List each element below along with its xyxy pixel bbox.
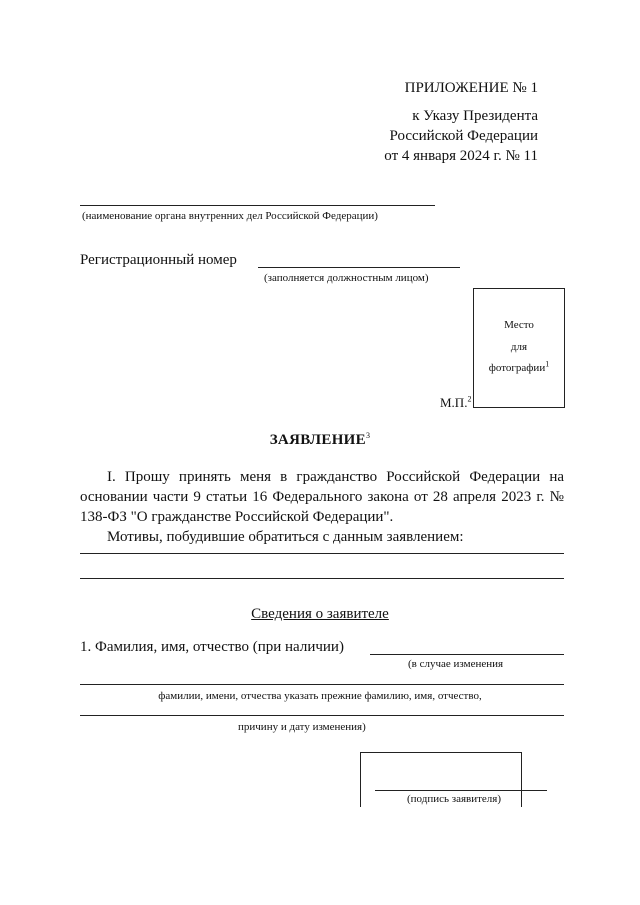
- photo-label-line2: для: [510, 341, 528, 353]
- signature-caption: (подпись заявителя): [407, 793, 502, 805]
- photo-placeholder-box: [473, 288, 565, 408]
- applicant-section-title: Сведения о заявителе: [251, 606, 389, 622]
- registration-label: Регистрационный номер: [80, 252, 237, 268]
- decree-reference: к Указу Президента: [412, 108, 538, 124]
- stamp-label: М.П.: [440, 395, 468, 410]
- stamp-footnote-mark: 2: [467, 394, 472, 404]
- request-paragraph: I. Прошу принять меня в гражданство Российской Федерации на основании части 9 статьи 16 Федерального закона от 28 апреля 2023 г. № 138-ФЗ "О гражданстве Российской Федерации".: [80, 469, 564, 525]
- registration-field-line[interactable]: [258, 267, 460, 268]
- name-change-caption-2: фамилии, имени, отчества указать прежние фамилию, имя, отчество,: [158, 690, 482, 702]
- photo-label-text: фотографии: [488, 362, 546, 374]
- appendix-number: ПРИЛОЖЕНИЕ № 1: [404, 80, 538, 96]
- full-name-label: 1. Фамилия, имя, отчество (при наличии): [80, 639, 344, 655]
- previous-name-line-2[interactable]: [80, 715, 564, 716]
- signature-field-line[interactable]: [375, 790, 547, 791]
- photo-label-line3: [474, 359, 564, 375]
- decree-date: от 4 января 2024 г. № 11: [384, 148, 538, 164]
- authority-caption: (наименование органа внутренних дел Российской Федерации): [82, 210, 378, 222]
- motives-line-1[interactable]: [80, 553, 564, 554]
- motives-label: Мотивы, побудившие обратиться с данным заявлением:: [107, 529, 464, 545]
- decree-country: Российской Федерации: [389, 128, 538, 144]
- document-title: [0, 432, 640, 449]
- title-footnote-mark: 3: [365, 431, 371, 440]
- full-name-field-line[interactable]: [370, 654, 564, 655]
- photo-footnote-mark: 1: [545, 359, 550, 369]
- motives-line-2[interactable]: [80, 578, 564, 579]
- previous-name-line-1[interactable]: [80, 684, 564, 685]
- document-title-text: ЗАЯВЛЕНИЕ: [269, 432, 366, 448]
- authority-field-line[interactable]: [80, 205, 435, 206]
- photo-label-line1: Место: [504, 319, 534, 331]
- name-change-caption-1: (в случае изменения: [408, 658, 504, 670]
- name-change-caption-3: причину и дату изменения): [238, 721, 366, 733]
- stamp-place: [440, 396, 471, 410]
- registration-caption: (заполняется должностным лицом): [264, 272, 429, 284]
